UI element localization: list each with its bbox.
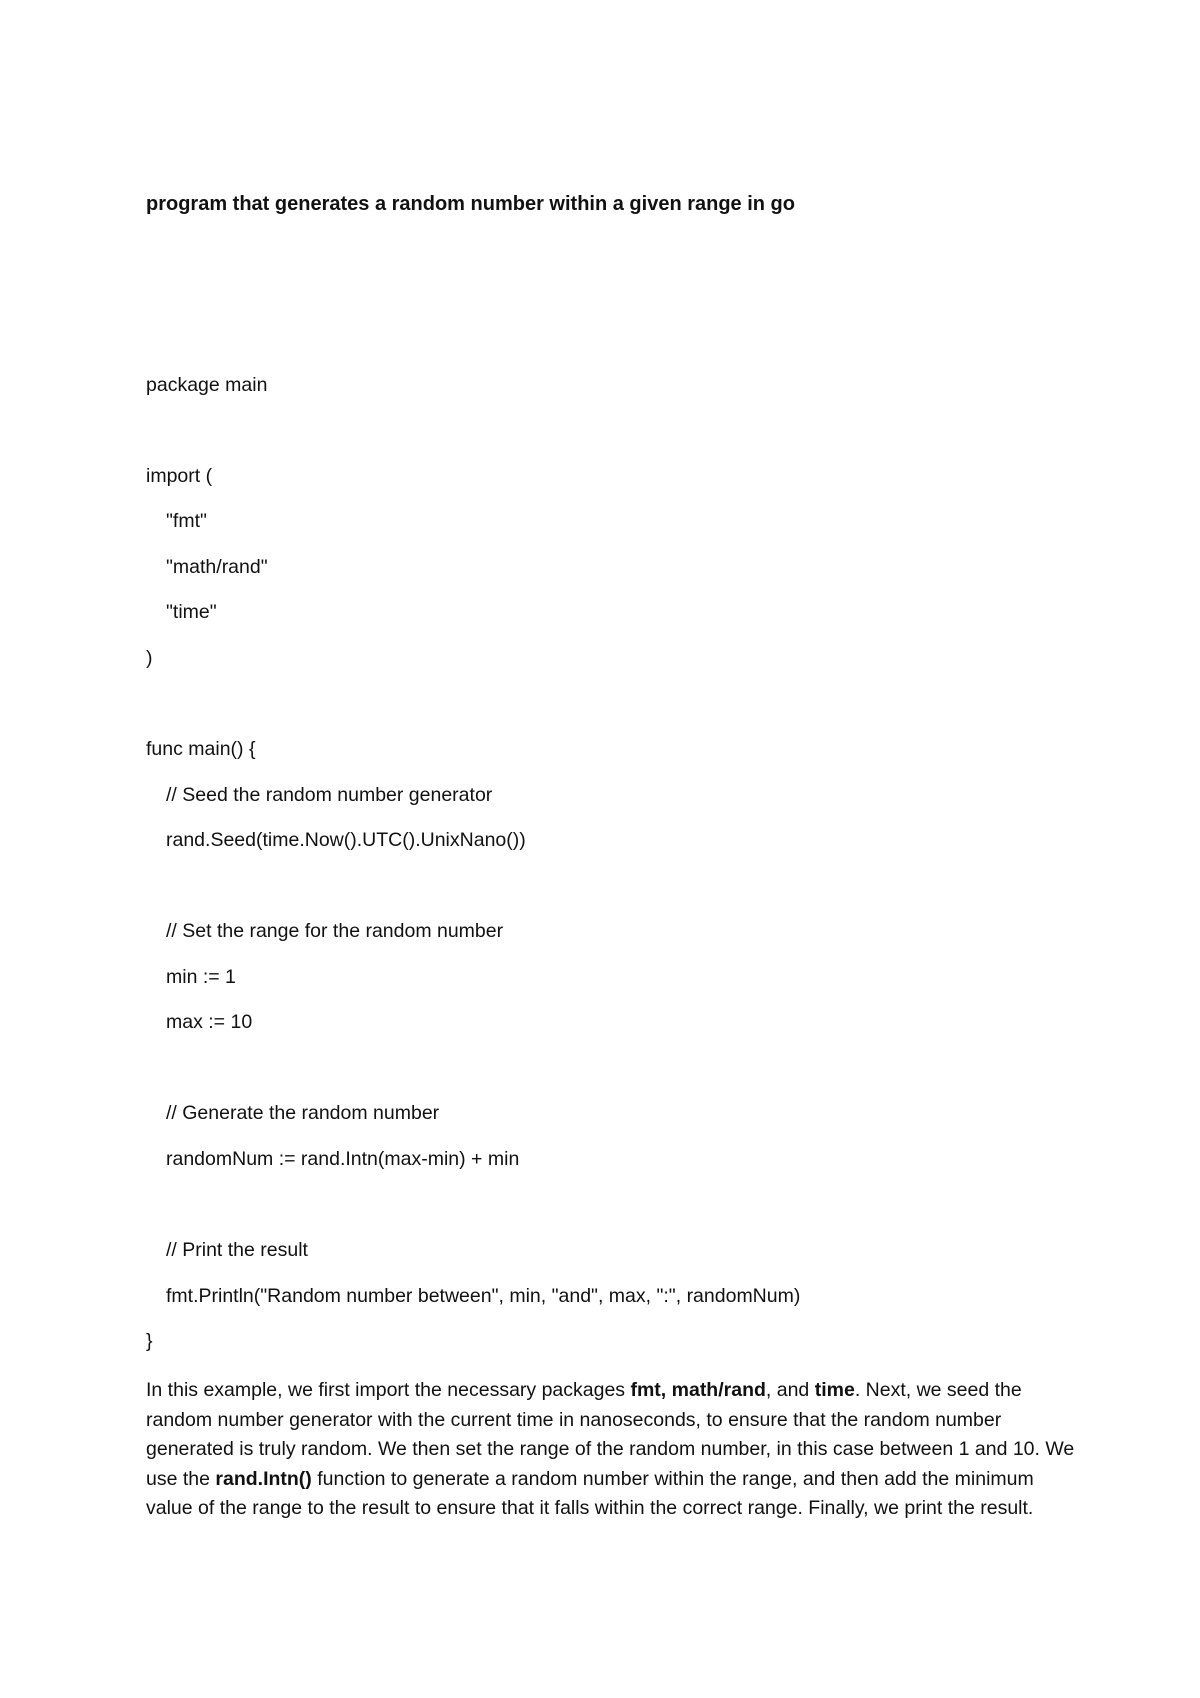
explanation-text: In this example, we first import the necessary packages xyxy=(146,1379,631,1401)
code-line: func main() { xyxy=(146,738,256,760)
code-line: randomNum := rand.Intn(max-min) + min xyxy=(166,1148,520,1170)
code-line: min := 1 xyxy=(166,966,236,988)
code-line: "fmt" xyxy=(166,510,207,532)
code-line: // Generate the random number xyxy=(166,1102,440,1124)
explanation-text: , and xyxy=(765,1379,815,1401)
code-line: // Seed the random number generator xyxy=(166,784,493,806)
code-line: // Set the range for the random number xyxy=(166,920,504,942)
explanation-bold: time xyxy=(814,1379,855,1401)
explanation-text: function to generate a random number within the range, and then add the minimum value of the range to the result to ensure that it falls within the correct range. Finally, we print the result. xyxy=(146,1467,1034,1520)
code-line: "math/rand" xyxy=(166,556,268,578)
code-line: package main xyxy=(146,374,268,396)
code-line: max := 10 xyxy=(166,1011,253,1033)
explanation-text: . Next, we seed the random number generator with the current time in nanoseconds, to ensure that the random number generated is truly random. We then set the range of the random number, in this case between 1 and 10. We use the xyxy=(146,1379,1075,1490)
code-line: } xyxy=(146,1330,153,1352)
explanation-bold: rand.Intn() xyxy=(215,1467,312,1490)
code-line: fmt.Println("Random number between", min, "and", max, ":", randomNum) xyxy=(166,1285,801,1307)
code-line: ) xyxy=(146,647,153,669)
explanation-paragraph xyxy=(146,1376,1076,1524)
code-line: import ( xyxy=(146,465,213,487)
code-line: // Print the result xyxy=(166,1239,308,1261)
code-line: "time" xyxy=(166,601,217,623)
explanation-bold: fmt, math/rand xyxy=(630,1379,766,1401)
document-title: program that generates a random number within a given range in go xyxy=(146,193,795,215)
code-line: rand.Seed(time.Now().UTC().UnixNano()) xyxy=(166,829,526,851)
